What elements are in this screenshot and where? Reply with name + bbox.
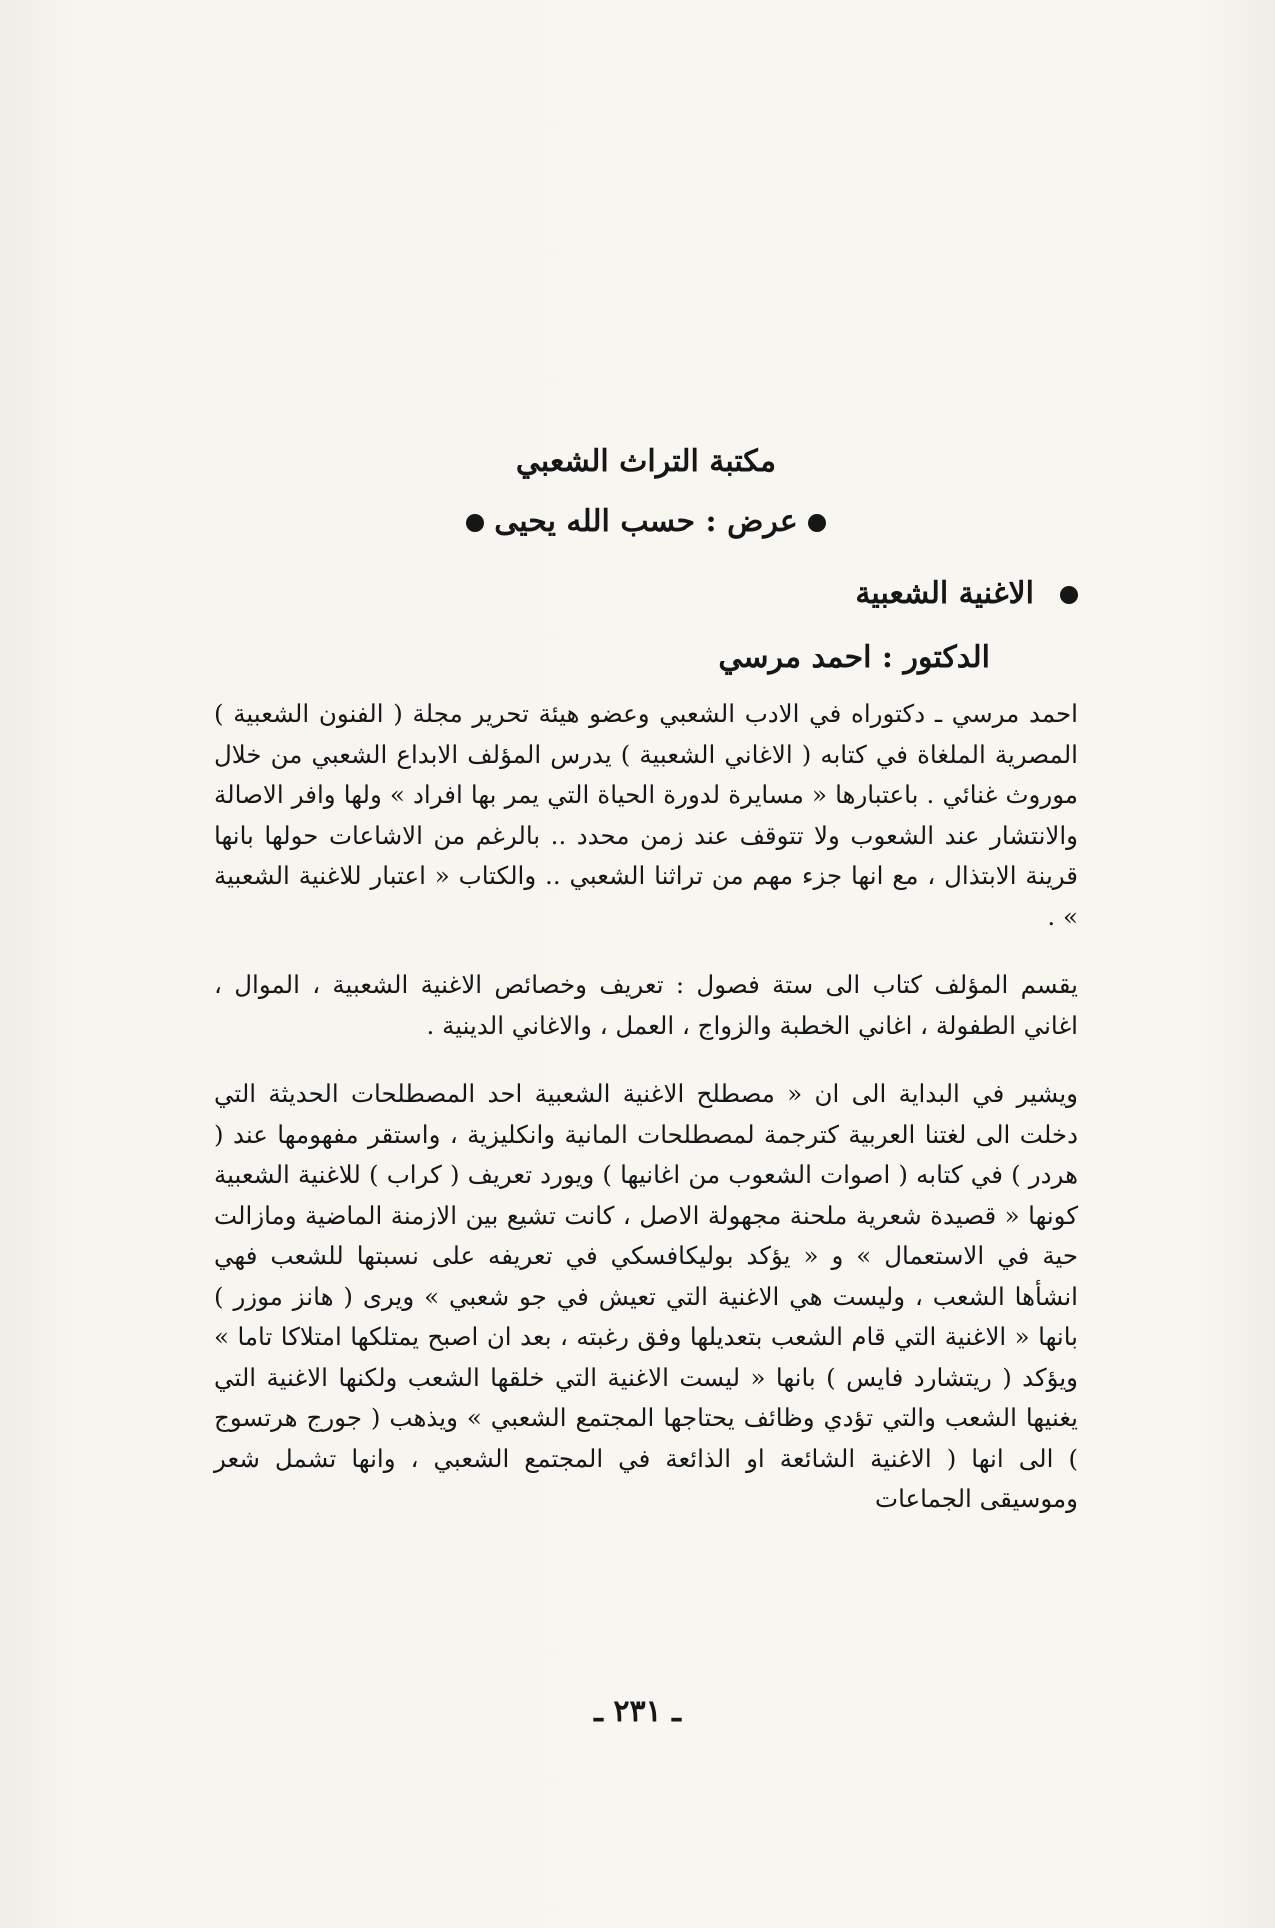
reviewer-text: عرض : حسب الله يحيى [494, 504, 798, 539]
book-title: الاغنية الشعبية [855, 576, 1034, 611]
paragraph: ويشير في البداية الى ان « مصطلح الاغنية الشعبية احد المصطلحات الحديثة التي دخلت الى لغتنا العربية كترجمة لمصطلحات المانية وانكليزية ، واستقر مفهومها عند ( هردر ) في كتابه ( اصوات الشعوب من اغانيها ) ويورد تعريف ( كراب ) للاغنية الشعبية كونها « قصيدة شعرية ملحنة مجهولة الاصل ، كانت تشيع بين الازمنة الماضية ومازالت حية في الاستعمال » و « يؤكد بوليكافسكي في تعريفه على نسبتها للشعب فهي انشأها الشعب ، وليست هي الاغنية التي تعيش في جو شعبي » ويرى ( هانز موزر ) بانها « الاغنية التي قام الشعب بتعديلها وفق رغبته ، بعد ان اصبح يمتلكها امتلاكا تاما » ويؤكد ( ريتشارد فايس ) بانها « ليست الاغنية التي خلقها الشعب ولكنها الاغنية التي يغنيها الشعب والتي تؤدي وظائف يحتاجها المجتمع الشعبي » ويذهب ( جورج هرتسوج ) الى انها ( الاغنية الشائعة او الذائعة في المجتمع الشعبي ، وانها تشمل شعر وموسيقى الجماعات [214, 1079, 1078, 1513]
bullet-icon [466, 514, 484, 532]
reviewer-line [214, 500, 1078, 544]
bullet-icon [1060, 586, 1078, 604]
book-title-line [214, 572, 1078, 616]
paragraph: احمد مرسي ـ دكتوراه في الادب الشعبي وعضو هيئة تحرير مجلة ( الفنون الشعبية ) المصرية الملغاة في كتابه ( الاغاني الشعبية ) يدرس المؤلف الابداع الشعبي من خلال موروث غنائي . باعتبارها « مسايرة لدورة الحياة التي يمر بها افراد » ولها وافر الاصالة والانتشار عند الشعوب ولا تتوقف عند زمن محدد .. بالرغم من الاشاعات حولها بانها قرينة الابتذال ، مع انها جزء مهم من تراثنا الشعبي .. والكتاب « اعتبار للاغنية الشعبية » . [214, 699, 1078, 931]
paragraph: يقسم المؤلف كتاب الى ستة فصول : تعريف وخصائص الاغنية الشعبية ، الموال ، اغاني الطفولة ، اغاني الخطبة والزواج ، العمل ، والاغاني الدينية . [214, 970, 1078, 1040]
page-number: ـ ٢٣١ ـ [594, 1694, 681, 1729]
author-name: الدكتور : احمد مرسي [718, 640, 990, 675]
bullet-icon [808, 514, 826, 532]
section-title: مكتبة التراث الشعبي [515, 444, 777, 479]
article-content [214, 440, 1078, 1520]
